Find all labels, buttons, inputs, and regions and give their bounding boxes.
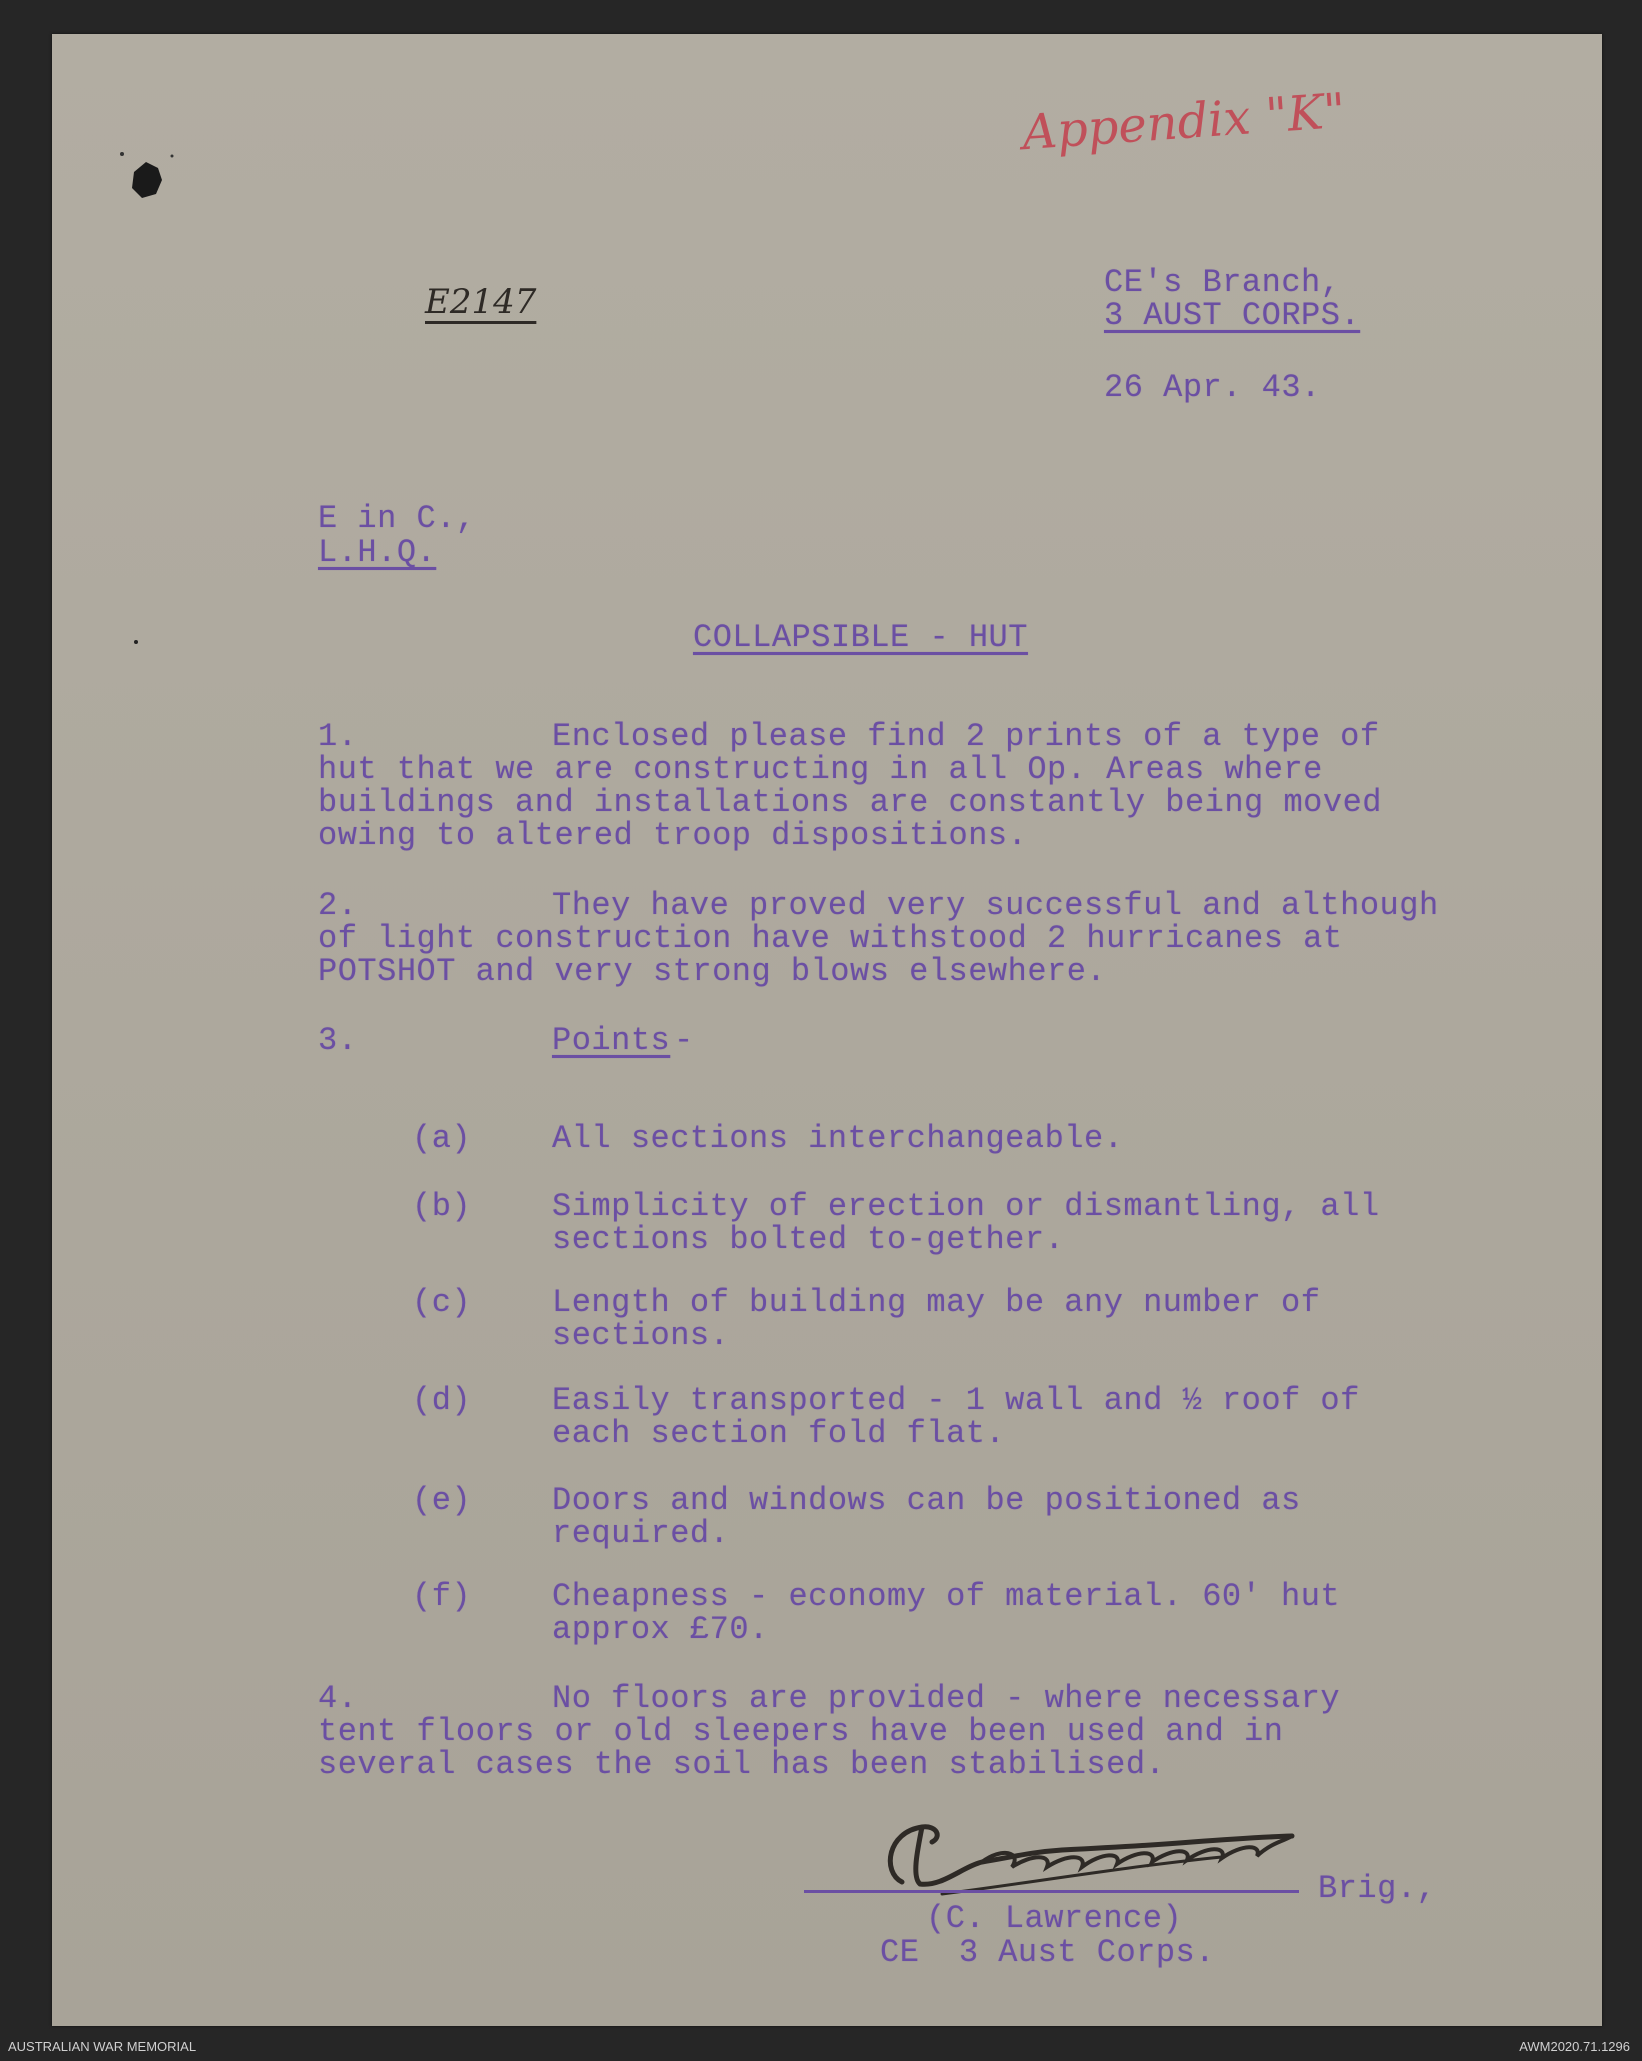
paragraph-4-line: tent floors or old sleepers have been used and in (318, 1713, 1284, 1750)
margin-dot (134, 640, 138, 644)
signatory-rank: Brig., (1318, 1870, 1437, 1907)
letter-date: 26 Apr. 43. (1104, 369, 1321, 406)
point-label: (e) (412, 1482, 472, 1519)
paragraph-1-first-line: Enclosed please find 2 prints of a type of (552, 718, 1380, 755)
signatory-position: CE 3 Aust Corps. (880, 1934, 1215, 1971)
handwritten-signature (862, 1812, 1382, 1912)
signatory-name: (C. Lawrence) (926, 1900, 1183, 1937)
addressee-line-2: L.H.Q. (318, 534, 437, 571)
sender-line-1: CE's Branch, (1104, 264, 1341, 301)
point-label: (d) (412, 1382, 472, 1419)
point-text: Doors and windows can be positioned as (552, 1482, 1301, 1519)
paragraph-1-line: hut that we are constructing in all Op. Areas where (318, 751, 1323, 788)
point-text: All sections interchangeable. (552, 1120, 1124, 1157)
sender-line-2: 3 AUST CORPS. (1104, 297, 1361, 334)
paragraph-4-first-line: No floors are provided - where necessary (552, 1680, 1341, 1717)
paragraph-2-line: POTSHOT and very strong blows elsewhere. (318, 953, 1107, 990)
archive-credit: AUSTRALIAN WAR MEMORIAL (8, 2039, 197, 2054)
point-text: approx £70. (552, 1611, 769, 1648)
point-label: (a) (412, 1120, 472, 1157)
handwritten-annotation: Appendix "K" (1020, 82, 1348, 162)
signature-line (804, 1890, 1299, 1893)
document-page (52, 34, 1602, 2026)
paragraph-2-line: of light construction have withstood 2 hurricanes at (318, 920, 1343, 957)
point-text: Length of building may be any number of (552, 1284, 1321, 1321)
paragraph-4-number: 4. (318, 1680, 358, 1717)
file-reference: E2147 (425, 282, 537, 322)
point-text: Cheapness - economy of material. 60' hut (552, 1578, 1341, 1615)
paragraph-1-number: 1. (318, 718, 358, 755)
point-text: Easily transported - 1 wall and ½ roof of (552, 1382, 1360, 1419)
addressee-line-1: E in C., (318, 500, 476, 537)
punch-hole-mark (112, 144, 182, 214)
point-text: sections. (552, 1317, 730, 1354)
paragraph-3-number: 3. (318, 1022, 358, 1059)
point-label: (f) (412, 1578, 472, 1615)
paragraph-2-first-line: They have proved very successful and although (552, 887, 1439, 924)
paragraph-4-line: several cases the soil has been stabilised. (318, 1746, 1166, 1783)
point-label: (b) (412, 1188, 472, 1225)
document-title: COLLAPSIBLE - HUT (693, 619, 1028, 656)
paragraph-1-line: buildings and installations are constantly being moved (318, 784, 1382, 821)
paragraph-2-number: 2. (318, 887, 358, 924)
point-text: required. (552, 1515, 730, 1552)
paragraph-1-line: owing to altered troop dispositions. (318, 817, 1028, 854)
points-dash: - (674, 1022, 694, 1059)
point-label: (c) (412, 1284, 472, 1321)
point-text: Simplicity of erection or dismantling, all (552, 1188, 1380, 1225)
point-text: each section fold flat. (552, 1415, 1006, 1452)
points-heading: Points (552, 1022, 671, 1059)
archive-identifier: AWM2020.71.1296 (1519, 2039, 1630, 2054)
point-text: sections bolted to-gether. (552, 1221, 1065, 1258)
